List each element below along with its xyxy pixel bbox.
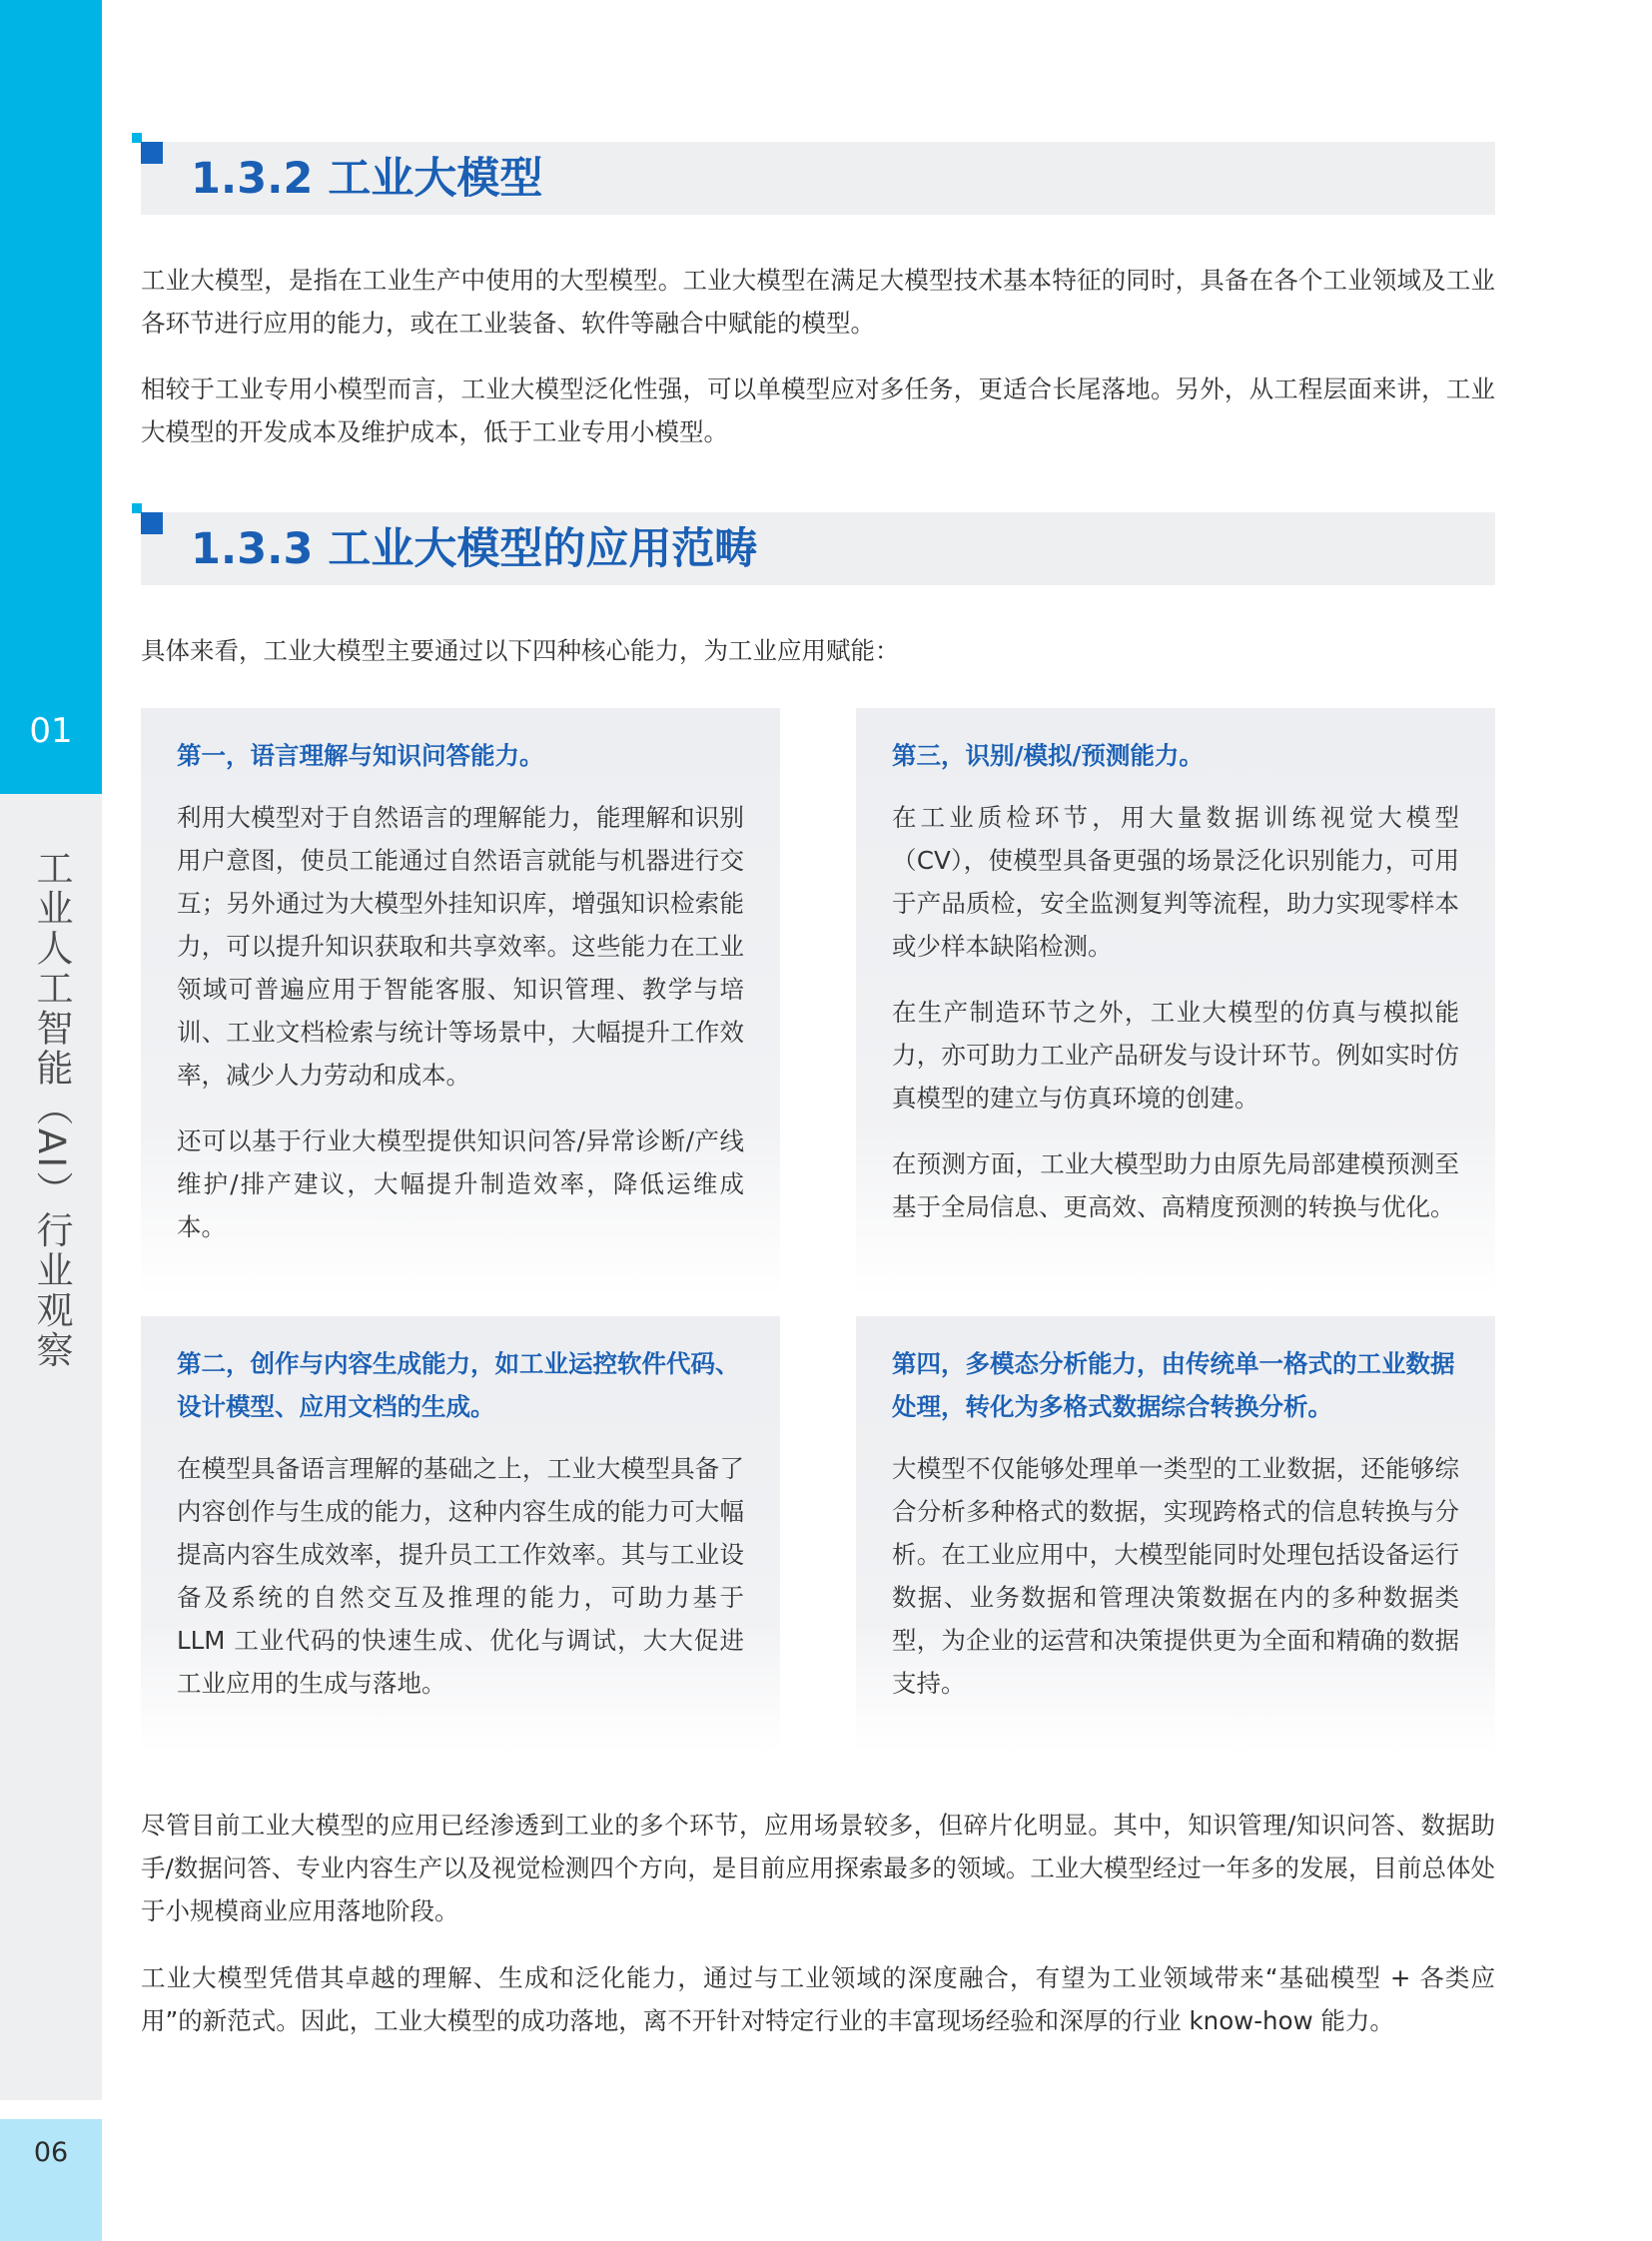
card-paragraph: 在预测方面，工业大模型助力由原先局部建模预测至基于全局信息、更高效、高精度预测的转换与优化。 [892,1149,1459,1221]
card-paragraph: 在生产制造环节之外，工业大模型的仿真与模拟能力，亦可助力工业产品研发与设计环节。例如实时仿真模型的建立与仿真环境的创建。 [892,998,1459,1113]
page-number: 06 [33,2137,69,2168]
card-paragraph: 大模型不仅能够处理单一类型的工业数据，还能够综合分析多种格式的数据，实现跨格式的信息转换与分析。在工业应用中，大模型能同时处理包括设备运行数据、业务数据和管理决策数据在内的多种数据类型，为企业的运营和决策提供更为全面和精确的数据支持。 [892,1454,1459,1698]
card-title: 第四，多模态分析能力，由传统单一格式的工业数据处理，转化为多格式数据综合转换分析。 [892,1349,1455,1421]
card-title: 第二，创作与内容生成能力，如工业运控软件代码、设计模型、应用文档的生成。 [177,1349,740,1421]
paragraph: 相较于工业专用小模型而言，工业大模型泛化性强，可以单模型应对多任务，更适合长尾落地。另外，从工程层面来讲，工业大模型的开发成本及维护成本，低于工业专用小模型。 [141,374,1495,446]
paragraph: 工业大模型，是指在工业生产中使用的大型模型。工业大模型在满足大模型技术基本特征的同时，具备在各个工业领域及工业各环节进行应用的能力，或在工业装备、软件等融合中赋能的模型。 [141,266,1495,338]
section-title: 1.3.2 工业大模型 [191,154,543,204]
card-title: 第一，语言理解与知识问答能力。 [177,741,544,770]
card-paragraph: 在工业质检环节，用大量数据训练视觉大模型（CV），使模型具备更强的场景泛化识别能力，可用于产品质检，安全监测复判等流程，助力实现零样本或少样本缺陷检测。 [892,803,1459,961]
header-accent-square [141,142,163,164]
section-header-1-3-3 [141,512,1495,585]
card-title: 第三，识别/模拟/预测能力。 [892,741,1204,770]
sidebar-vertical-title: 工业人工智能（AI）行业观察 [30,849,73,1371]
paragraph: 尽管目前工业大模型的应用已经渗透到工业的多个环节，应用场景较多，但碎片化明显。其中，知识管理/知识问答、数据助手/数据问答、专业内容生产以及视觉检测四个方向，是目前应用探索最多的领域。工业大模型经过一年多的发展，目前总体处于小规模商业应用落地阶段。 [141,1811,1495,1925]
header-accent-square [141,512,163,534]
section-header-1-3-2 [141,142,1495,215]
card-paragraph: 利用大模型对于自然语言的理解能力，能理解和识别用户意图，使员工能通过自然语言就能与机器进行交互；另外通过为大模型外挂知识库，增强知识检索能力，可以提升知识获取和共享效率。这些能力在工业领域可普遍应用于智能客服、知识管理、教学与培训、工业文档检索与统计等场景中，大幅提升工作效率，减少人力劳动和成本。 [177,803,744,1090]
card-paragraph: 还可以基于行业大模型提供知识问答/异常诊断/产线维护/排产建议，大幅提升制造效率，降低运维成本。 [177,1126,744,1241]
section-title: 1.3.3 工业大模型的应用范畴 [191,524,758,574]
left-sidebar [0,0,102,2241]
chapter-number: 01 [29,711,73,751]
sidebar-chapter-block [0,0,102,794]
paragraph: 工业大模型凭借其卓越的理解、生成和泛化能力，通过与工业领域的深度融合，有望为工业领域带来“基础模型 + 各类应用”的新范式。因此，工业大模型的成功落地，离不开针对特定行业的丰富现场经验和深厚的行业 know-how 能力。 [141,1963,1495,2035]
card-paragraph: 在模型具备语言理解的基础之上，工业大模型具备了内容创作与生成的能力，这种内容生成的能力可大幅提高内容生成效率，提升员工工作效率。其与工业设备及系统的自然交互及推理的能力，可助力基于 LLM 工业代码的快速生成、优化与调试，大大促进工业应用的生成与落地。 [177,1454,744,1698]
capability-card-recognition [856,708,1495,1297]
section-intro: 具体来看，工业大模型主要通过以下四种核心能力，为工业应用赋能： [141,636,900,665]
capability-card-language [141,708,780,1297]
capability-card-multimodal [856,1316,1495,1753]
capability-card-generation [141,1316,780,1753]
